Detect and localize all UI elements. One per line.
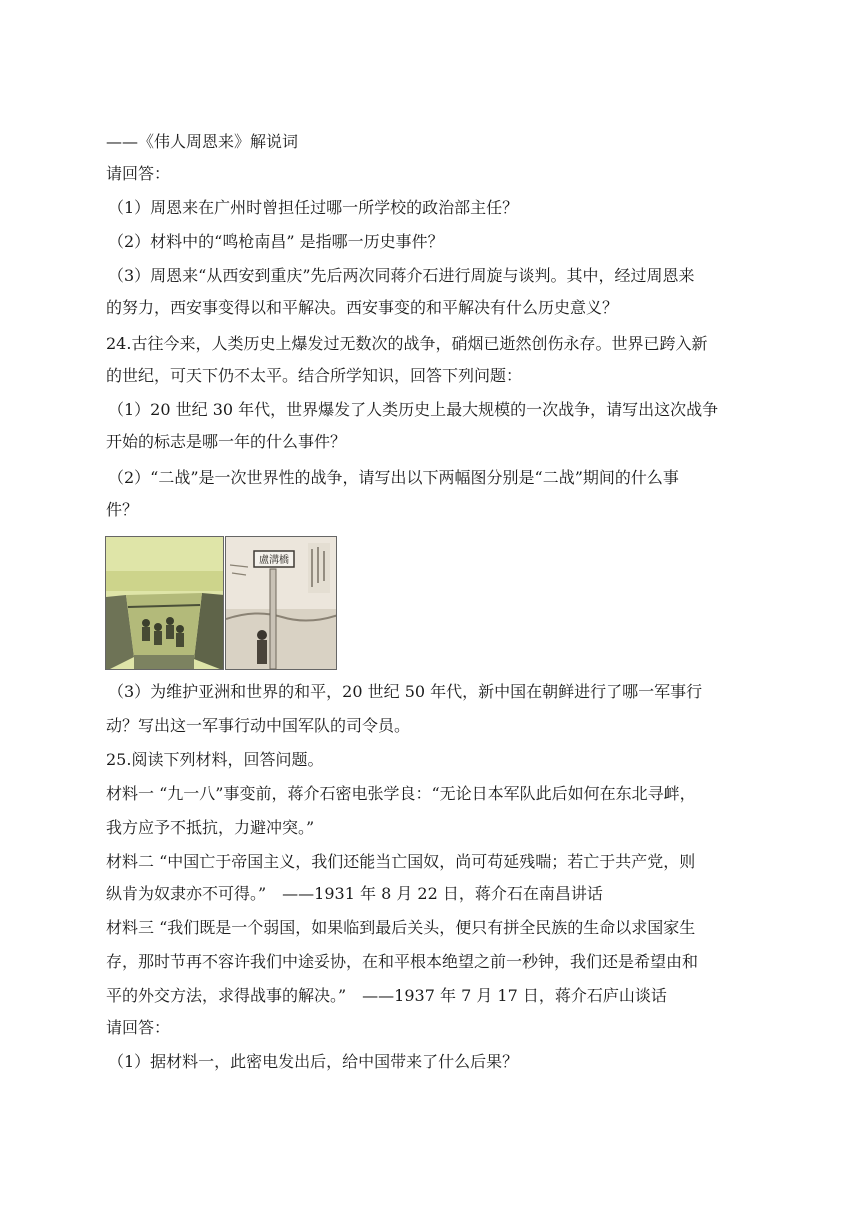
material-3-cont1: 存，那时节再不容许我们中途妥协，在和平根本绝望之前一秒钟，我们还是希望由和 <box>106 952 699 971</box>
question-24-3: （3）为维护亚洲和世界的和平，20 世纪 50 年代，新中国在朝鲜进行了哪一军事行 <box>108 682 703 701</box>
question-24-intro: 24.古往今来，人类历史上爆发过无数次的战争，硝烟已逝然创伤永存。世界已跨入新 <box>106 334 708 353</box>
answer-prompt: 请回答： <box>106 164 171 183</box>
question-23-1: （1）周恩来在广州时曾担任过哪一所学校的政治部主任？ <box>108 198 519 217</box>
question-25-intro: 25.阅读下列材料，回答问题。 <box>106 750 324 769</box>
material-2-cont: 纵肯为奴隶亦不可得。” ——1931 年 8 月 22 日，蒋介石在南昌讲话 <box>106 884 603 903</box>
question-24-2: （2）“二战”是一次世界性的战争，请写出以下两幅图分别是“二战”期间的什么事 <box>108 468 679 487</box>
question-24-3-cont: 动？写出这一军事行动中国军队的司令员。 <box>106 716 411 735</box>
material-3-cont2: 平的外交方法，求得战事的解决。” ——1937 年 7 月 17 日，蒋介石庐山谈话 <box>106 986 667 1005</box>
material-1: 材料一 “九一八”事变前，蒋介石密电张学良：“无论日本军队此后如何在东北寻衅， <box>106 784 696 803</box>
question-24-intro-cont: 的世纪，可天下仍不太平。结合所学知识，回答下列问题： <box>106 366 523 385</box>
question-24-1-cont: 开始的标志是哪一年的什么事件？ <box>106 432 347 451</box>
marco-polo-bridge-photo <box>225 536 337 670</box>
answer-prompt-25: 请回答： <box>106 1018 171 1037</box>
wwii-photos <box>105 536 337 670</box>
question-23-3-cont: 的努力，西安事变得以和平解决。西安事变的和平解决有什么历史意义？ <box>106 298 619 317</box>
normandy-landing-photo <box>105 536 224 670</box>
question-24-2-cont: 件？ <box>106 500 139 519</box>
material-1-cont: 我方应予不抵抗，力避冲突。” <box>106 818 315 837</box>
question-25-1: （1）据材料一，此密电发出后，给中国带来了什么后果？ <box>108 1052 519 1071</box>
question-24-1: （1）20 世纪 30 年代，世界爆发了人类历史上最大规模的一次战争，请写出这次战争 <box>108 400 719 419</box>
material-3: 材料三 “我们既是一个弱国，如果临到最后关头，便只有拼全民族的生命以求国家生 <box>106 918 696 937</box>
bridge-sign-text: 盧溝橋 <box>259 555 289 566</box>
question-23-2: （2）材料中的“鸣枪南昌” 是指哪一历史事件？ <box>108 232 444 251</box>
material-2: 材料二 “中国亡于帝国主义，我们还能当亡国奴，尚可苟延残喘；若亡于共产党，则 <box>106 852 696 871</box>
question-23-3: （3）周恩来“从西安到重庆”先后两次同蒋介石进行周旋与谈判。其中，经过周恩来 <box>108 266 695 285</box>
quote-source: ——《伟人周恩来》解说词 <box>106 132 299 151</box>
